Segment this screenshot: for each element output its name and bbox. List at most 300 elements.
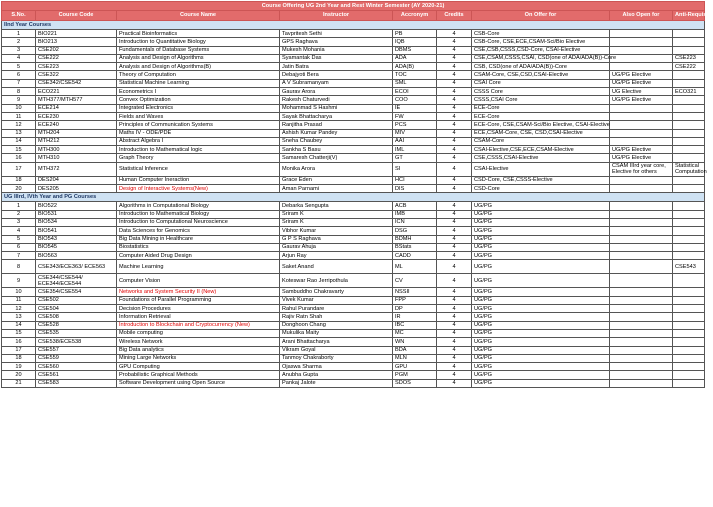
cell-course-code: MTH212 xyxy=(36,137,117,145)
cell-credits: 4 xyxy=(437,71,472,79)
cell-on-offer-for: CSAM-Core, CSE,CSD,CSAI-Elective xyxy=(472,71,610,79)
cell-on-offer-for: CSAM-Core xyxy=(472,137,610,145)
cell-anti-requisite xyxy=(673,329,705,337)
cell-sno: 20 xyxy=(2,371,36,379)
cell-also-open-for xyxy=(610,363,673,371)
cell-credits: 4 xyxy=(437,296,472,304)
cell-also-open-for xyxy=(610,176,673,184)
cell-instructor: Arjun Ray xyxy=(280,252,393,260)
cell-anti-requisite xyxy=(673,104,705,112)
cell-acronym: BDMH xyxy=(393,235,437,243)
table-row xyxy=(2,313,705,321)
cell-anti-requisite: ECO321 xyxy=(673,88,705,96)
cell-course-name: Mobile computing xyxy=(117,329,280,337)
cell-course-code: CSE561 xyxy=(36,371,117,379)
cell-sno: 4 xyxy=(2,54,36,62)
table-row xyxy=(2,137,705,145)
cell-acronym: BDA xyxy=(393,346,437,354)
cell-anti-requisite xyxy=(673,30,705,38)
cell-course-name: Introduction to Mathematical logic xyxy=(117,146,280,154)
cell-course-code: MTH310 xyxy=(36,154,117,162)
cell-also-open-for: UG/PG Elective xyxy=(610,71,673,79)
cell-instructor: Syamantak Das xyxy=(280,54,393,62)
cell-on-offer-for: ECE,CSAM-Core, CSE, CSD,CSAI-Elective xyxy=(472,129,610,137)
cell-acronym: ADA(B) xyxy=(393,63,437,71)
cell-also-open-for xyxy=(610,379,673,387)
cell-credits: 4 xyxy=(437,63,472,71)
cell-acronym: SDOS xyxy=(393,379,437,387)
cell-acronym: DIS xyxy=(393,185,437,193)
cell-course-name: Principles of Communication Systems xyxy=(117,121,280,129)
cell-sno: 5 xyxy=(2,235,36,243)
table-row xyxy=(2,88,705,96)
table-row xyxy=(2,243,705,251)
cell-on-offer-for: ECE-Core xyxy=(472,104,610,112)
table-row xyxy=(2,371,705,379)
cell-also-open-for: UG Elective xyxy=(610,88,673,96)
cell-course-code: MTH377/MTH577 xyxy=(36,96,117,104)
cell-acronym: PB xyxy=(393,30,437,38)
cell-anti-requisite xyxy=(673,321,705,329)
cell-instructor: Ranjitha Prasad xyxy=(280,121,393,129)
cell-instructor: Jatin Batra xyxy=(280,63,393,71)
cell-course-code: MTH204 xyxy=(36,129,117,137)
cell-on-offer-for: CSE,CSB,CSSS,CSD-Core, CSAI-Elective xyxy=(472,46,610,54)
cell-credits: 4 xyxy=(437,30,472,38)
cell-credits: 4 xyxy=(437,218,472,226)
cell-on-offer-for: UG/PG xyxy=(472,321,610,329)
cell-course-name: Theory of Computation xyxy=(117,71,280,79)
cell-also-open-for xyxy=(610,63,673,71)
table-title: Course Offering UG 2nd Year and Rest Winter Semester (AY 2020-21) xyxy=(2,2,705,11)
cell-course-code: MTH372 xyxy=(36,162,117,176)
cell-course-code: CSE557 xyxy=(36,346,117,354)
cell-also-open-for xyxy=(610,54,673,62)
header-course-code: Course Code xyxy=(36,11,117,21)
cell-sno: 18 xyxy=(2,354,36,362)
cell-course-name: Design of Interactive Systems(New) xyxy=(117,185,280,193)
header-acronym: Accronym xyxy=(393,11,437,21)
cell-acronym: MC xyxy=(393,329,437,337)
cell-also-open-for xyxy=(610,185,673,193)
cell-also-open-for xyxy=(610,104,673,112)
cell-instructor: Rajiv Ratn Shah xyxy=(280,313,393,321)
cell-sno: 10 xyxy=(2,288,36,296)
cell-anti-requisite xyxy=(673,137,705,145)
cell-instructor: Gaurav Ahuja xyxy=(280,243,393,251)
cell-credits: 4 xyxy=(437,371,472,379)
cell-course-code: BIO545 xyxy=(36,243,117,251)
cell-course-name: Abstract Algebra I xyxy=(117,137,280,145)
cell-anti-requisite xyxy=(673,218,705,226)
cell-instructor: Debajyoti Bera xyxy=(280,71,393,79)
cell-credits: 4 xyxy=(437,79,472,87)
cell-course-name: Mining Large Networks xyxy=(117,354,280,362)
section-header-row xyxy=(2,193,705,202)
cell-anti-requisite: CSE543 xyxy=(673,260,705,274)
cell-on-offer-for: ECE-Core xyxy=(472,112,610,120)
cell-instructor: Koteswar Rao Jerripothula xyxy=(280,274,393,288)
cell-also-open-for xyxy=(610,129,673,137)
cell-course-code: CSE202 xyxy=(36,46,117,54)
cell-acronym: TOC xyxy=(393,71,437,79)
cell-credits: 4 xyxy=(437,210,472,218)
cell-acronym: SML xyxy=(393,79,437,87)
cell-anti-requisite: CSE223 xyxy=(673,54,705,62)
cell-acronym: IE xyxy=(393,104,437,112)
cell-anti-requisite xyxy=(673,38,705,46)
table-row xyxy=(2,121,705,129)
cell-acronym: ICN xyxy=(393,218,437,226)
section-header-row xyxy=(2,21,705,30)
cell-acronym: WN xyxy=(393,338,437,346)
course-offering-table xyxy=(1,1,713,388)
cell-sno: 14 xyxy=(2,321,36,329)
cell-instructor: Rakesh Chaturvedi xyxy=(280,96,393,104)
cell-credits: 4 xyxy=(437,274,472,288)
cell-course-code: BIO221 xyxy=(36,30,117,38)
cell-credits: 4 xyxy=(437,346,472,354)
cell-acronym: IQB xyxy=(393,38,437,46)
cell-course-name: Foundations of Parallel Programming xyxy=(117,296,280,304)
cell-on-offer-for: UG/PG xyxy=(472,363,610,371)
table-row xyxy=(2,176,705,184)
cell-credits: 4 xyxy=(437,162,472,176)
cell-course-code: CSE343/ECE363/ ECE563 xyxy=(36,260,117,274)
cell-acronym: NSSII xyxy=(393,288,437,296)
cell-also-open-for xyxy=(610,30,673,38)
cell-course-code: CSE508 xyxy=(36,313,117,321)
cell-acronym: MLN xyxy=(393,354,437,362)
cell-anti-requisite: CSE222 xyxy=(673,63,705,71)
cell-sno: 14 xyxy=(2,137,36,145)
cell-sno: 7 xyxy=(2,252,36,260)
cell-also-open-for xyxy=(610,354,673,362)
cell-also-open-for: UG/PG Elective xyxy=(610,96,673,104)
cell-course-code: BIO534 xyxy=(36,218,117,226)
cell-course-name: Networks and System Security II (New) xyxy=(117,288,280,296)
cell-sno: 8 xyxy=(2,88,36,96)
cell-acronym: FW xyxy=(393,112,437,120)
cell-anti-requisite xyxy=(673,313,705,321)
cell-instructor: G P S Raghava xyxy=(280,235,393,243)
cell-acronym: ADA xyxy=(393,54,437,62)
cell-sno: 1 xyxy=(2,30,36,38)
cell-sno: 13 xyxy=(2,313,36,321)
cell-acronym: ML xyxy=(393,260,437,274)
cell-credits: 4 xyxy=(437,243,472,251)
table-row xyxy=(2,329,705,337)
cell-sno: 2 xyxy=(2,38,36,46)
cell-acronym: MIV xyxy=(393,129,437,137)
cell-on-offer-for: UG/PG xyxy=(472,371,610,379)
cell-also-open-for xyxy=(610,288,673,296)
cell-course-code: BIO563 xyxy=(36,252,117,260)
cell-credits: 4 xyxy=(437,104,472,112)
table-row xyxy=(2,30,705,38)
cell-credits: 4 xyxy=(437,313,472,321)
cell-instructor: GPS Raghava xyxy=(280,38,393,46)
cell-instructor: Anubha Gupta xyxy=(280,371,393,379)
cell-anti-requisite xyxy=(673,146,705,154)
table-row xyxy=(2,210,705,218)
cell-course-name: Graph Theory xyxy=(117,154,280,162)
cell-sno: 19 xyxy=(2,363,36,371)
cell-on-offer-for: UG/PG xyxy=(472,313,610,321)
table-title-row xyxy=(2,2,705,11)
cell-sno: 6 xyxy=(2,71,36,79)
cell-anti-requisite xyxy=(673,252,705,260)
table-row xyxy=(2,63,705,71)
cell-on-offer-for: CSSS Core xyxy=(472,88,610,96)
cell-credits: 4 xyxy=(437,305,472,313)
cell-course-code: CSE354/CSE554 xyxy=(36,288,117,296)
cell-anti-requisite xyxy=(673,296,705,304)
cell-instructor: Mukesh Mohania xyxy=(280,46,393,54)
cell-course-code: DES204 xyxy=(36,176,117,184)
cell-sno: 18 xyxy=(2,176,36,184)
cell-course-name: Algorithms in Computational Biology xyxy=(117,202,280,210)
cell-also-open-for xyxy=(610,218,673,226)
cell-acronym: CADD xyxy=(393,252,437,260)
cell-on-offer-for: UG/PG xyxy=(472,243,610,251)
cell-anti-requisite xyxy=(673,71,705,79)
cell-also-open-for xyxy=(610,243,673,251)
cell-credits: 4 xyxy=(437,137,472,145)
header-instructor: Instructor xyxy=(280,11,393,21)
cell-also-open-for xyxy=(610,371,673,379)
cell-course-code: ECO221 xyxy=(36,88,117,96)
cell-also-open-for xyxy=(610,210,673,218)
cell-course-code: ECE240 xyxy=(36,121,117,129)
cell-also-open-for xyxy=(610,321,673,329)
cell-acronym: GPU xyxy=(393,363,437,371)
cell-on-offer-for: UG/PG xyxy=(472,288,610,296)
cell-credits: 4 xyxy=(437,321,472,329)
cell-instructor: Gaurav Arora xyxy=(280,88,393,96)
cell-on-offer-for: CSAI-Elective,CSE,ECE,CSAM-Elective xyxy=(472,146,610,154)
cell-sno: 17 xyxy=(2,346,36,354)
cell-course-name: Machine Learning xyxy=(117,260,280,274)
section-label: IInd Year Courses xyxy=(2,21,705,30)
table-row xyxy=(2,129,705,137)
cell-anti-requisite xyxy=(673,121,705,129)
cell-sno: 17 xyxy=(2,162,36,176)
table-row xyxy=(2,354,705,362)
table-row xyxy=(2,79,705,87)
cell-credits: 4 xyxy=(437,288,472,296)
cell-also-open-for xyxy=(610,338,673,346)
cell-instructor: Sneha Chaubey xyxy=(280,137,393,145)
cell-course-code: ECE230 xyxy=(36,112,117,120)
table-row xyxy=(2,218,705,226)
cell-anti-requisite xyxy=(673,176,705,184)
cell-also-open-for xyxy=(610,329,673,337)
cell-course-code: CSE223 xyxy=(36,63,117,71)
cell-course-name: Fundamentals of Database Systems xyxy=(117,46,280,54)
table-row xyxy=(2,202,705,210)
cell-on-offer-for: CSD-Core, CSE,CSSS-Elective xyxy=(472,176,610,184)
table-row xyxy=(2,146,705,154)
cell-sno: 16 xyxy=(2,338,36,346)
table-row xyxy=(2,296,705,304)
cell-acronym: IMB xyxy=(393,210,437,218)
cell-instructor: Aman Parnami xyxy=(280,185,393,193)
cell-credits: 4 xyxy=(437,88,472,96)
cell-course-name: Decision Procedures xyxy=(117,305,280,313)
cell-credits: 4 xyxy=(437,363,472,371)
cell-anti-requisite xyxy=(673,79,705,87)
cell-sno: 3 xyxy=(2,218,36,226)
cell-anti-requisite: Statistical Computation xyxy=(673,162,705,176)
table-row xyxy=(2,363,705,371)
cell-sno: 8 xyxy=(2,260,36,274)
table-row xyxy=(2,96,705,104)
cell-sno: 16 xyxy=(2,154,36,162)
cell-credits: 4 xyxy=(437,154,472,162)
table-row xyxy=(2,379,705,387)
cell-course-code: CSE559 xyxy=(36,354,117,362)
cell-course-name: Wireless Network xyxy=(117,338,280,346)
cell-on-offer-for: UG/PG xyxy=(472,379,610,387)
cell-credits: 4 xyxy=(437,121,472,129)
cell-course-name: Analysis and Design of Algorithms xyxy=(117,54,280,62)
table-row xyxy=(2,235,705,243)
cell-course-code: BIO543 xyxy=(36,235,117,243)
cell-acronym: AAI xyxy=(393,137,437,145)
cell-anti-requisite xyxy=(673,379,705,387)
header-on-offer-for: On Offer for xyxy=(472,11,610,21)
cell-course-code: BIO541 xyxy=(36,227,117,235)
section-label: UG IIIrd, IVth Year and PG Courses xyxy=(2,193,705,202)
cell-also-open-for xyxy=(610,252,673,260)
cell-credits: 4 xyxy=(437,112,472,120)
cell-course-code: CSE535 xyxy=(36,329,117,337)
cell-acronym: ACB xyxy=(393,202,437,210)
cell-course-code: BIO213 xyxy=(36,38,117,46)
cell-course-name: Statistical Machine Learning xyxy=(117,79,280,87)
cell-course-name: Computer Aided Drug Design xyxy=(117,252,280,260)
cell-on-offer-for: CSB-Core xyxy=(472,30,610,38)
cell-sno: 6 xyxy=(2,243,36,251)
cell-course-name: Human Computer Ineraction xyxy=(117,176,280,184)
cell-on-offer-for: UG/PG xyxy=(472,274,610,288)
cell-on-offer-for: UG/PG xyxy=(472,210,610,218)
cell-course-name: GPU Computing xyxy=(117,363,280,371)
cell-instructor: Samaresh Chatterji(V) xyxy=(280,154,393,162)
cell-course-code: CSE342/CSE542 xyxy=(36,79,117,87)
cell-also-open-for xyxy=(610,313,673,321)
table-row xyxy=(2,154,705,162)
cell-on-offer-for: CSD-Core xyxy=(472,185,610,193)
cell-also-open-for xyxy=(610,346,673,354)
cell-course-name: Data Sciences for Genomics xyxy=(117,227,280,235)
cell-on-offer-for: CSB-Core, CSE,ECE,CSAM-Sci/Bio Elective xyxy=(472,38,610,46)
cell-course-name: Practical Bioinformatics xyxy=(117,30,280,38)
cell-also-open-for xyxy=(610,121,673,129)
cell-on-offer-for: UG/PG xyxy=(472,296,610,304)
cell-course-code: DES205 xyxy=(36,185,117,193)
table-row xyxy=(2,305,705,313)
cell-course-code: CSE583 xyxy=(36,379,117,387)
table-row xyxy=(2,346,705,354)
cell-also-open-for xyxy=(610,112,673,120)
table-row xyxy=(2,227,705,235)
cell-course-name: Fields and Waves xyxy=(117,112,280,120)
cell-also-open-for: UG/PG Elective xyxy=(610,79,673,87)
cell-acronym: FPP xyxy=(393,296,437,304)
cell-acronym: SI xyxy=(393,162,437,176)
cell-anti-requisite xyxy=(673,274,705,288)
cell-acronym: DP xyxy=(393,305,437,313)
cell-credits: 4 xyxy=(437,202,472,210)
cell-acronym: PCS xyxy=(393,121,437,129)
header-anti-requisite: Anti-Requisite xyxy=(673,11,705,21)
cell-also-open-for xyxy=(610,235,673,243)
cell-on-offer-for: UG/PG xyxy=(472,305,610,313)
header-credits: Credits xyxy=(437,11,472,21)
cell-instructor: A V Subramanyam xyxy=(280,79,393,87)
cell-acronym: IBC xyxy=(393,321,437,329)
cell-also-open-for xyxy=(610,305,673,313)
cell-course-code: MTH300 xyxy=(36,146,117,154)
cell-acronym: IML xyxy=(393,146,437,154)
cell-on-offer-for: ECE-Core, CSE,CSAM-Sci/Bio Elective, CSAI-Elective xyxy=(472,121,610,129)
cell-instructor: Grace Eden xyxy=(280,176,393,184)
cell-on-offer-for: UG/PG xyxy=(472,338,610,346)
table-row xyxy=(2,288,705,296)
cell-sno: 4 xyxy=(2,227,36,235)
cell-instructor: Mohammad S Hashmi xyxy=(280,104,393,112)
cell-instructor: Mukulika Maity xyxy=(280,329,393,337)
cell-acronym: PGM xyxy=(393,371,437,379)
cell-instructor: Pankaj Jalote xyxy=(280,379,393,387)
table-row xyxy=(2,162,705,176)
cell-course-code: CSE560 xyxy=(36,363,117,371)
cell-course-name: Econometrics I xyxy=(117,88,280,96)
cell-sno: 11 xyxy=(2,112,36,120)
cell-credits: 4 xyxy=(437,38,472,46)
cell-also-open-for xyxy=(610,296,673,304)
cell-sno: 11 xyxy=(2,296,36,304)
cell-instructor: Arani Bhattacharya xyxy=(280,338,393,346)
cell-acronym: DSG xyxy=(393,227,437,235)
cell-acronym: COO xyxy=(393,96,437,104)
cell-acronym: GT xyxy=(393,154,437,162)
cell-sno: 7 xyxy=(2,79,36,87)
cell-course-name: Big Data analytics xyxy=(117,346,280,354)
cell-on-offer-for: UG/PG xyxy=(472,218,610,226)
cell-anti-requisite xyxy=(673,129,705,137)
cell-instructor: Tanmoy Chakraborty xyxy=(280,354,393,362)
cell-also-open-for xyxy=(610,260,673,274)
cell-anti-requisite xyxy=(673,154,705,162)
cell-also-open-for xyxy=(610,38,673,46)
cell-anti-requisite xyxy=(673,112,705,120)
cell-sno: 10 xyxy=(2,104,36,112)
cell-instructor: Tavpritesh Sethi xyxy=(280,30,393,38)
cell-instructor: Ashish Kumar Pandey xyxy=(280,129,393,137)
cell-course-name: Statistical Inference xyxy=(117,162,280,176)
cell-credits: 4 xyxy=(437,379,472,387)
cell-course-code: ECE214 xyxy=(36,104,117,112)
table-row xyxy=(2,185,705,193)
table-row xyxy=(2,38,705,46)
cell-course-code: CSE222 xyxy=(36,54,117,62)
cell-sno: 15 xyxy=(2,329,36,337)
cell-anti-requisite xyxy=(673,354,705,362)
cell-on-offer-for: UG/PG xyxy=(472,346,610,354)
